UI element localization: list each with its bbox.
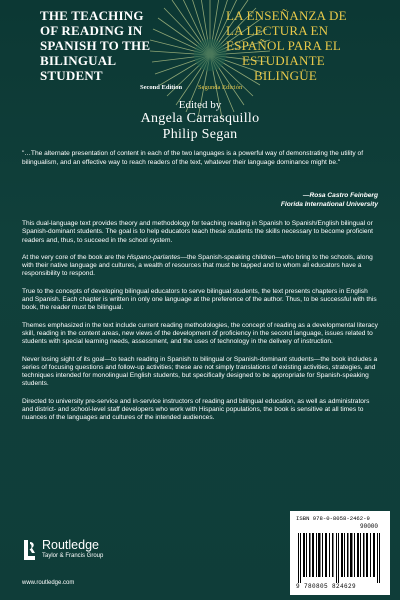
publisher-url[interactable]: www.routledge.com	[22, 580, 75, 586]
ean-digits: 9 780805 824629	[296, 583, 357, 590]
routledge-logo-icon	[22, 538, 38, 562]
isbn-text: ISBN 978-0-8058-2462-9	[296, 515, 370, 522]
title-english	[40, 8, 190, 83]
title-es-line: LA LECTURA EN	[226, 23, 329, 38]
edition-english: Second Edition	[140, 84, 183, 91]
edited-by-label: Edited by	[178, 99, 222, 111]
title-es-line: BILINGÜE	[254, 68, 317, 83]
description-paragraph: Directed to university pre-service and in-service instructors of reading and bilingual education, as well as administrators and district- and school-level staff developers who work with Hispanic populations, the book is sensitive at all times to nuances of the languages and cultures of the intended audiences.	[22, 397, 370, 422]
edition-spanish: Segunda Edición	[198, 84, 243, 91]
title-es-line: ESPAÑOL PARA EL	[226, 38, 341, 53]
emphasis-text: Hispano-parlantes	[126, 253, 181, 261]
title-spanish	[226, 8, 396, 83]
paragraph-text: —the Spanish-speaking children—who bring to the schools, along with their native language and cultures, a wealth of resources that must be tapped and to whom all educators have a responsibility to respond.	[22, 253, 373, 278]
description-paragraph: Never losing sight of its goal—to teach reading in Spanish to bilingual or Spanish-dominant students—the book includes a series of focusing questions and follow-up activities; these are not simply translations of existing activities, strategies, and techniques intended for monolingual English students, but specifically designed to be appropriate for Spanish-speaking students.	[22, 355, 378, 388]
title-en-line: SPANISH TO THE	[40, 38, 151, 53]
paragraph-text: At the very core of the book are the	[22, 253, 127, 261]
quote-affiliation: Florida International University	[280, 200, 378, 208]
barcode	[290, 511, 390, 595]
quote-author: —Rosa Castro Feinberg	[302, 192, 378, 199]
endorsement-quote: "…The alternate presentation of content in each of the two languages is a powerful way of demonstrating the utility of bilingualism, and an effective way to reach readers of the text, whatever their language dominance might be."	[22, 150, 364, 166]
editor-name: Philip Segan	[162, 127, 238, 142]
title-en-line: OF READING IN	[40, 23, 143, 38]
publisher-group: Taylor & Francis Group	[42, 553, 104, 559]
description	[22, 220, 378, 432]
description-paragraph: True to the concepts of developing bilingual educators to serve bilingual students, the text presents chapters in English and Spanish. Each chapter is written in only one language at the preference of the author. Thus, to be successful with this book, the reader must be bilingual.	[22, 287, 377, 312]
description-paragraph	[22, 254, 378, 279]
description-paragraph: Themes emphasized in the text include current reading methodologies, the concept of reading as a developmental literacy skill, reading in the content areas, new views of the development of proficiency in the second language, issues related to students with special learning needs, assessment, and the uses of technology in the delivery of instruction.	[22, 321, 378, 346]
publisher-name: Routledge	[42, 538, 99, 552]
editor-name: Angela Carrasquillo	[140, 111, 260, 126]
title-es-line: LA ENSEÑANZA DE	[226, 8, 347, 23]
barcode-bars	[296, 533, 384, 583]
quote-attribution	[281, 192, 378, 209]
title-en-line: STUDENT	[40, 68, 103, 83]
price-code: 90000	[360, 523, 379, 530]
publisher-block	[22, 536, 162, 590]
title-es-line: ESTUDIANTE	[242, 53, 325, 68]
title-en-line: THE TEACHING	[40, 8, 144, 23]
title-en-line: BILINGUAL	[40, 53, 117, 68]
description-paragraph: This dual-language text provides theory and methodology for teaching reading in Spanish to Spanish/English bilingual or Spanish-dominant students. The goal is to help educators teach these students the skills necessary to become proficient readers and, thus, to succeed in the school system.	[22, 220, 374, 244]
